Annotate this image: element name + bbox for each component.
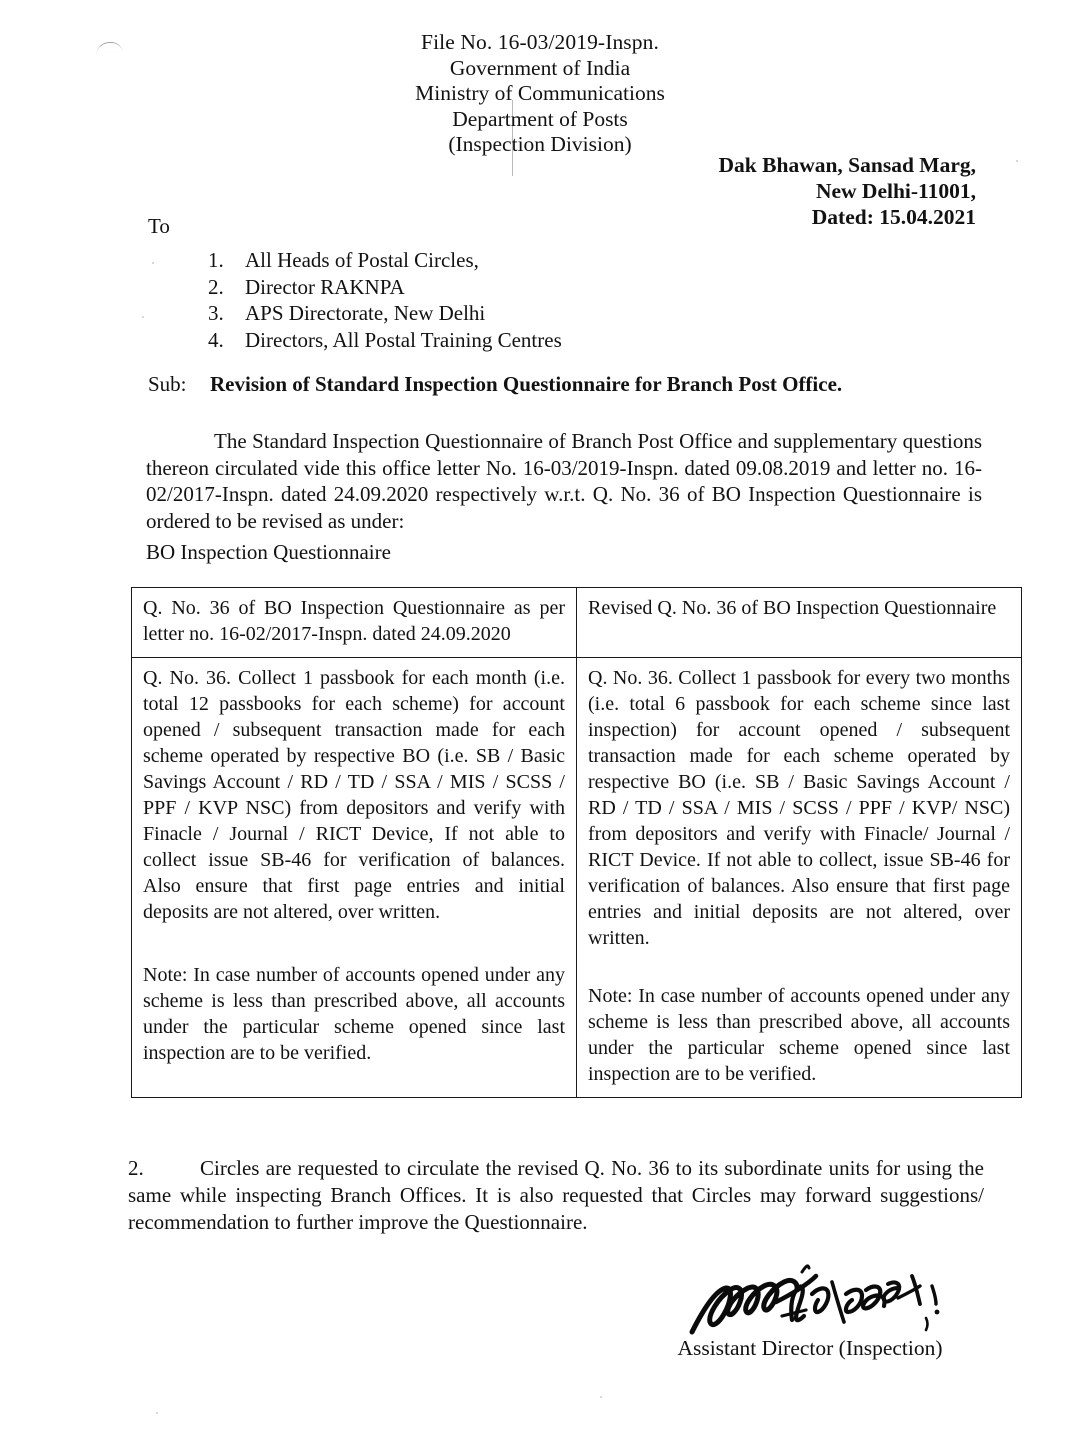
scan-speck: [1016, 160, 1018, 162]
section-label: BO Inspection Questionnaire: [146, 540, 391, 564]
body-paragraph: The Standard Inspection Questionnaire of Branch Post Office and supplementary questions thereon circulated vide this office letter No. 16-03/2019-Inspn. dated 09.08.2019 and letter no. 16-02/2017-Inspn. dated 24.09.2020 respectively w.r.t. Q. No. 36 of BO Inspection Questionnaire is ordered to be revised as under:: [146, 429, 982, 533]
list-item: [208, 300, 562, 327]
table-header-old: Q. No. 36 of BO Inspection Questionnaire as per letter no. 16-02/2017-Inspn. dated 24.09.2020: [132, 588, 577, 658]
table-header-row: [132, 588, 1022, 658]
recipient-name: Directors, All Postal Training Centres: [245, 327, 562, 352]
list-item: [208, 247, 562, 274]
org-line-department: Department of Posts: [452, 106, 628, 131]
scan-speck: [600, 1396, 602, 1398]
recipient-list: [208, 247, 562, 353]
recipient-number: 2.: [208, 274, 224, 299]
table-cell-new: [577, 658, 1022, 1098]
recipient-name: All Heads of Postal Circles,: [245, 248, 479, 272]
org-line-ministry: Ministry of Communications: [415, 81, 665, 105]
list-item: [208, 327, 562, 354]
signatory-designation: Assistant Director (Inspection): [677, 1336, 943, 1360]
new-question-note: Note: In case number of accounts opened under any scheme is less than prescribed above, all accounts under the particular scheme opened since last inspection are to be verified.: [588, 985, 1010, 1085]
recipient-number: 4.: [208, 327, 224, 352]
org-line-division: (Inspection Division): [448, 132, 632, 156]
scan-speck: [142, 316, 144, 318]
questionnaire-comparison-table: [131, 587, 1022, 1098]
list-item: [208, 274, 562, 301]
closing-paragraph: [128, 1155, 984, 1236]
letterhead: [0, 30, 1080, 158]
subject-text: Revision of Standard Inspection Questionnaire for Branch Post Office.: [210, 372, 843, 396]
letter-date: Dated: 15.04.2021: [811, 205, 976, 229]
closing-paragraph-number: 2.: [128, 1156, 144, 1180]
recipient-name: Director RAKNPA: [245, 274, 405, 299]
old-question-text: Q. No. 36. Collect 1 passbook for each month (i.e. total 12 passbooks for each scheme) for account opened / subsequent transaction made for each scheme operated by respective BO (i.e. SB / Basic Savings Account / RD / TD / SSA / MIS / SCSS / PPF / KVP NSC) from depositors and verify with Finacle / Journal / RICT Device, If not able to collect issue SB-46 for verification of balances. Also ensure that first page entries and initial deposits are not altered, over written.: [143, 667, 565, 923]
recipient-number: 3.: [208, 301, 224, 325]
address-block: [719, 152, 976, 230]
closing-paragraph-text: Circles are requested to circulate the revised Q. No. 36 to its subordinate units for using the same while inspecting Branch Offices. It is also requested that Circles may forward suggestions/ recommendation to further improve the Questionnaire.: [128, 1156, 984, 1234]
table-row: [132, 658, 1022, 1098]
scan-speck: [152, 262, 154, 264]
recipient-name: APS Directorate, New Delhi: [245, 301, 486, 325]
address-line-2: New Delhi-11001,: [815, 179, 976, 203]
to-label: To: [148, 214, 170, 238]
subject-label: Sub:: [148, 372, 187, 396]
address-line-1: Dak Bhawan, Sansad Marg,: [718, 153, 976, 177]
new-question-text: Q. No. 36. Collect 1 passbook for every two months (i.e. total 6 passbook for each scheme since last inspection) for account opened / subsequent transaction made for each scheme operated by respective BO (i.e. SB / Basic Savings Account / RD / TD / SSA / MIS / SCSS / PPF / KVP/ NSC) from depositors and verify with Finacle/ Journal / RICT Device. If not able to collect, issue SB-46 for verification of balances. Also ensure that first page entries and initial deposits are not altered, over written.: [588, 667, 1010, 949]
file-number: File No. 16-03/2019-Inspn.: [421, 30, 659, 54]
subject-row: [148, 372, 842, 397]
signature-block: [640, 1258, 980, 1368]
scan-speck: [156, 1412, 158, 1414]
org-line-government: Government of India: [449, 55, 631, 80]
table-header-new: Revised Q. No. 36 of BO Inspection Questionnaire: [577, 588, 1022, 658]
recipient-number: 1.: [208, 248, 224, 272]
table-cell-old: [132, 658, 577, 1098]
old-question-note: Note: In case number of accounts opened under any scheme is less than prescribed above, all accounts under the particular scheme opened since last inspection are to be verified.: [143, 964, 565, 1064]
